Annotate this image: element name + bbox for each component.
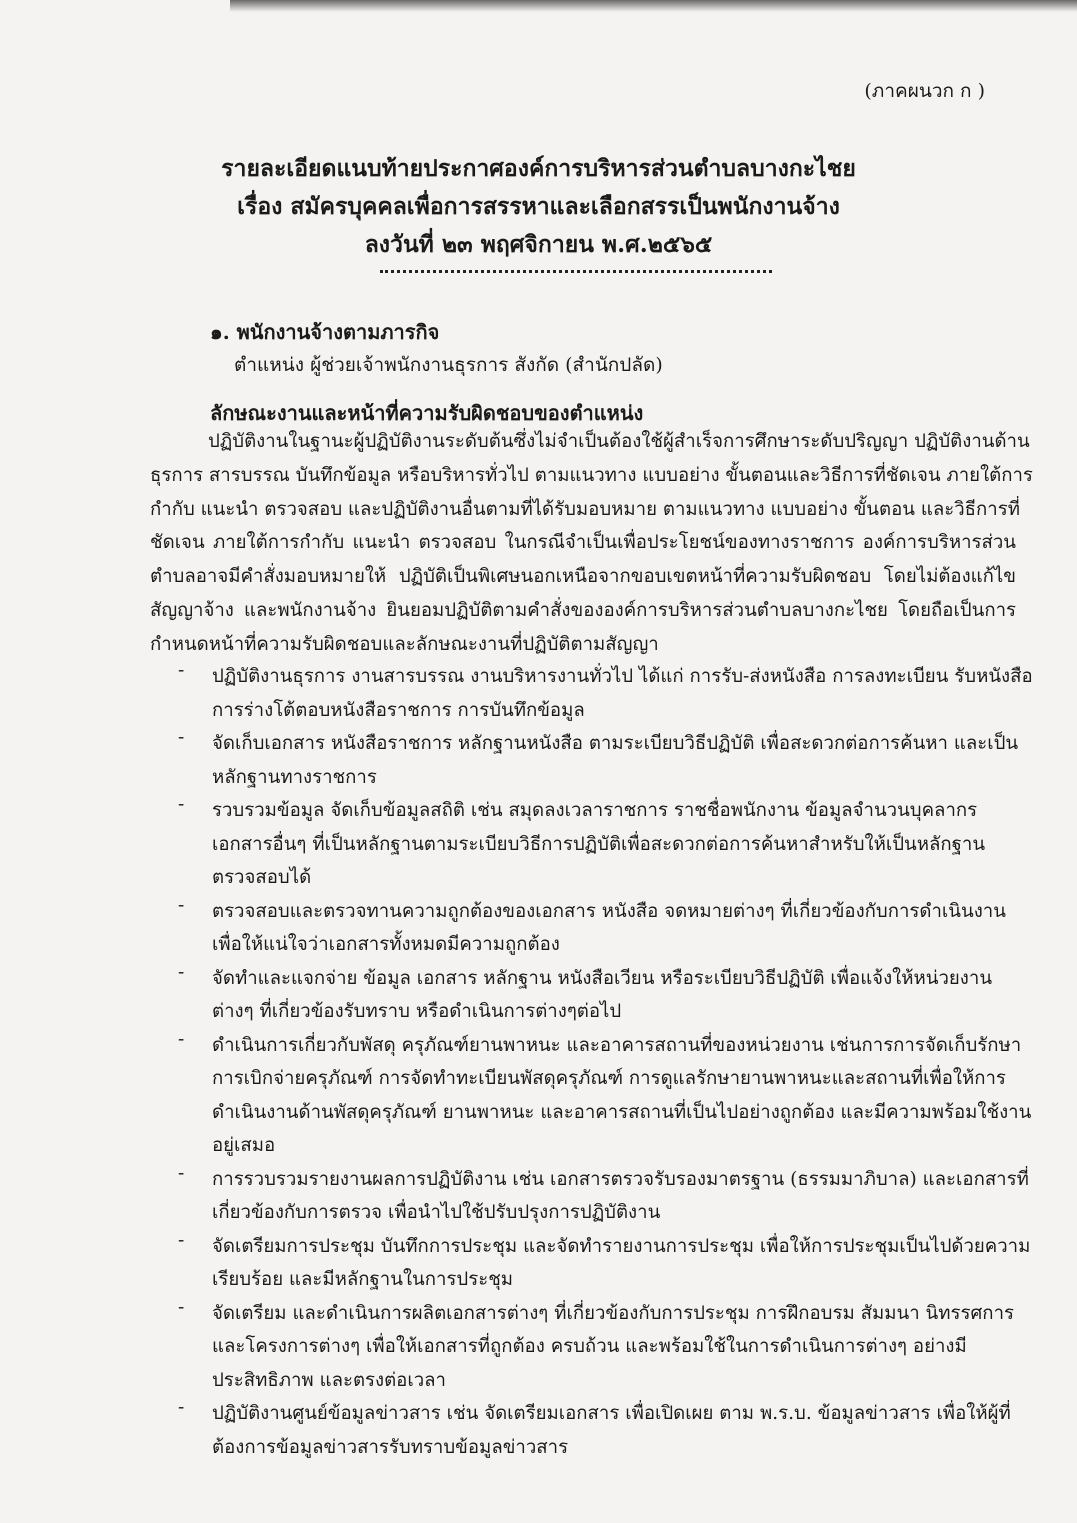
list-item-line: เรียบร้อย และมีหลักฐานในการประชุม [212,1269,514,1290]
list-item-line: อยู่เสมอ [212,1135,276,1156]
list-item-line: จัดเตรียมการประชุม บันทึกการประชุม และจัดทำรายงานการประชุม เพื่อให้การประชุมเป็นไปด้วยความ [212,1235,1031,1257]
paragraph-line: กำหนดหน้าที่ความรับผิดชอบและลักษณะงานที่ปฏิบัติตามสัญญา [150,633,659,655]
paragraph-line: กำกับ แนะนำ ตรวจสอบ และปฏิบัติงานอื่นตามที่ได้รับมอบหมาย ตามแนวทาง แบบอย่าง ขั้นตอน และวิธีการที่ [150,498,1020,520]
duties-bullet-list [178,660,1033,1464]
list-item [178,1028,1032,1163]
list-item [178,794,1016,895]
list-item-line: เอกสารอื่นๆ ที่เป็นหลักฐานตามระเบียบวิธีการปฏิบัติเพื่อสะดวกต่อการค้นหาสำหรับให้เป็นหลักฐาน [212,833,986,855]
list-item [178,895,1016,962]
list-item-line: จัดเก็บเอกสาร หนังสือราชการ หลักฐานหนังสือ ตามระเบียบวิธีปฏิบัติ เพื่อสะดวกต่อการค้นหา และเป็น [212,733,1019,754]
list-item-line: ตรวจสอบและตรวจทานความถูกต้องของเอกสาร หนังสือ จดหมายต่างๆ ที่เกี่ยวข้องกับการดำเนินงาน [212,900,1006,922]
list-item [178,1162,1029,1230]
list-item-line: การเบิกจ่ายครุภัณฑ์ การจัดทำทะเบียนพัสดุครุภัณฑ์ การดูแลรักษายานพาหนะและสถานที่เพื่อให้การ [212,1068,1006,1089]
list-item-line: จัดเตรียม และดำเนินการผลิตเอกสารต่างๆ ที่เกี่ยวข้องกับการประชุม การฝึกอบรม สัมมนา นิทรรศการ [212,1302,1014,1324]
list-item-line: การรวบรวมรายงานผลการปฏิบัติงาน เช่น เอกสารตรวจรับรองมาตรฐาน (ธรรมมาภิบาล) และเอกสารที่ [212,1168,1029,1190]
paragraph-line: ปฏิบัติงานในฐานะผู้ปฏิบัติงานระดับต้นซึ่งไม่จำเป็นต้องใช้ผู้สำเร็จการศึกษาระดับปริญญา ปฏิบัติงานด้าน [208,431,1030,452]
list-item-line: ตรวจสอบได้ [212,867,312,888]
bullet-dash: - [178,727,185,748]
bullet-dash: - [178,1162,185,1184]
duties-heading: ลักษณะงานและหน้าที่ความรับผิดชอบของตำแหน่ง [210,401,644,425]
list-item-line: เพื่อให้แน่ใจว่าเอกสารทั้งหมดมีความถูกต้อง [212,934,560,955]
list-item-line: ดำเนินการเกี่ยวกับพัสดุ ครุภัณฑ์ยานพาหนะ และอาคารสถานที่ของหน่วยงาน เช่นการการจัดเก็บรักษา [212,1034,1022,1056]
title-line-3: ลงวันที่ ๒๓ พฤศจิกายน พ.ศ.๒๕๖๕ [364,231,713,258]
position-line: ตำแหน่ง ผู้ช่วยเจ้าพนักงานธุรการ สังกัด (สำนักปลัด) [234,354,663,376]
list-item-line: รวบรวมข้อมูล จัดเก็บข้อมูลสถิติ เช่น สมุดลงเวลาราชการ ราชชื่อพนักงาน ข้อมูลจำนวนบุคลากร [212,800,978,821]
list-item-line: และโครงการต่างๆ เพื่อให้เอกสารที่ถูกต้อง ครบถ้วน และพร้อมใช้ในการดำเนินการต่างๆ อย่างมี [212,1336,967,1357]
bullet-dash: - [178,961,185,983]
list-item [178,1397,1016,1464]
bullet-dash: - [178,794,185,815]
document-title [0,150,1077,264]
annex-label: (ภาคผนวก ก ) [864,80,985,102]
section-heading: ๑. พนักงานจ้างตามภารกิจ [210,320,440,344]
title-line-2: เรื่อง สมัครบุคคลเพื่อการสรรหาและเลือกสรรเป็นพนักงานจ้าง [237,193,840,220]
list-item-line: ปฏิบัติงานธุรการ งานสารบรรณ งานบริหารงานทั่วไป ได้แก่ การรับ-ส่งหนังสือ การลงทะเบียน รับหนังสือ [212,666,1033,687]
title-line-1: รายละเอียดแนบท้ายประกาศองค์การบริหารส่วนตำบลบางกะไชย [221,155,856,182]
paragraph-line: ธุรการ สารบรรณ บันทึกข้อมูล หรือบริหารทั่วไป ตามแนวทาง แบบอย่าง ขั้นตอนและวิธีการที่ชัดเจน ภายใต้การ [150,464,1033,486]
list-item-line: ประสิทธิภาพ และตรงต่อเวลา [212,1369,446,1391]
bullet-dash: - [178,660,185,681]
bullet-dash: - [178,1229,185,1251]
list-item-line: ต้องการข้อมูลข่าวสารรับทราบข้อมูลข่าวสาร [212,1436,569,1458]
list-item-line: หลักฐานทางราชการ [212,766,377,788]
bullet-dash: - [178,1028,185,1050]
dotted-divider [380,270,772,273]
list-item [178,1297,1016,1398]
paragraph-line: สัญญาจ้าง และพนักงานจ้าง ยินยอมปฏิบัติตามคำสั่งขององค์การบริหารส่วนตำบลบางกะไชย โดยถือเป็นการ [150,599,1016,621]
list-item-line: ต่างๆ ที่เกี่ยวข้องรับทราบ หรือดำเนินการต่างๆต่อไป [212,1001,622,1022]
list-item [178,727,1019,794]
list-item-line: การร่างโต้ตอบหนังสือราชการ การบันทึกข้อมูล [212,699,585,721]
paragraph-line: ตำบลอาจมีคำสั่งมอบหมายให้ ปฏิบัติเป็นพิเศษนอกเหนือจากขอบเขตหน้าที่ความรับผิดชอบ โดยไม่ต้องแก้ไข [150,566,1016,588]
bullet-dash: - [178,1296,185,1318]
list-item-line: จัดทำและแจกจ่าย ข้อมูล เอกสาร หลักฐาน หนังสือเวียน หรือระเบียบวิธีปฏิบัติ เพื่อแจ้งให้หน่วยงาน [212,967,993,989]
paragraph-line: ชัดเจน ภายใต้การกำกับ แนะนำ ตรวจสอบ ในกรณีจำเป็นเพื่อประโยชน์ของทางราชการ องค์การบริหารส่วน [150,532,1016,554]
list-item-line: ปฏิบัติงานศูนย์ข้อมูลข่าวสาร เช่น จัดเตรียมเอกสาร เพื่อเปิดเผย ตาม พ.ร.บ. ข้อมูลข่าวสาร เพื่อให้ผู้ที่ [212,1403,1011,1424]
list-item-line: เกี่ยวข้องกับการตรวจ เพื่อนำไปใช้ปรับปรุงการปฏิบัติงาน [212,1202,661,1223]
list-item [178,962,1016,1029]
duties-paragraph [150,425,1033,662]
list-item-line: ดำเนินงานด้านพัสดุครุภัณฑ์ ยานพาหนะ และอาคารสถานที่เป็นไปอย่างถูกต้อง และมีความพร้อมใช้งาน [212,1101,1032,1123]
bullet-dash: - [178,894,185,916]
scan-edge-shadow [230,0,1077,12]
bullet-dash: - [178,1397,185,1418]
list-item [178,660,1033,727]
list-item [178,1229,1031,1297]
